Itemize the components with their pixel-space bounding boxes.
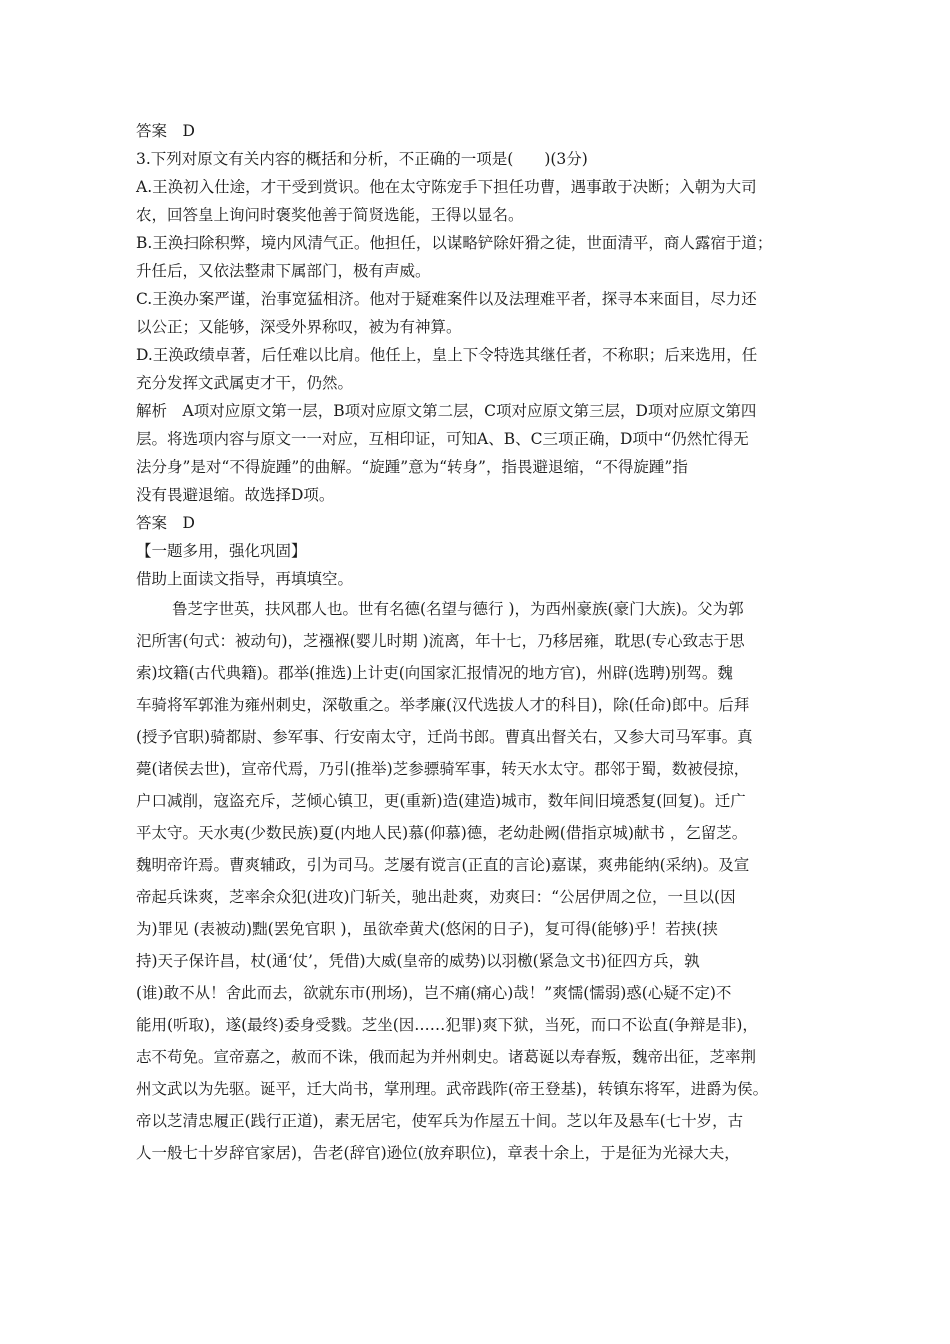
passage-line: 魏明帝许焉。曹爽辅政，引为司马。芝屡有谠言(正直的言论)嘉谋，爽弗能纳(采纳)。及宣 bbox=[136, 856, 750, 874]
option-d-line-2: 充分发挥文武属吏才干，仍然。 bbox=[136, 374, 354, 392]
instruction: 借助上面读文指导，再填填空。 bbox=[136, 570, 354, 588]
option-b-line-1: B.王涣扫除积弊，境内风清气正。他担任，以谋略铲除奸猾之徒，世面清平，商人露宿于道； bbox=[136, 234, 773, 252]
option-b-line-2: 升任后，又依法整肃下属部门，极有声威。 bbox=[136, 262, 431, 280]
passage-line: 志不苟免。宣帝嘉之，赦而不诛，俄而起为并州刺史。诸葛诞以寿春叛，魏帝出征，芝率荆 bbox=[136, 1048, 757, 1066]
analysis-line-1: 解析 A项对应原文第一层，B项对应原文第二层，C项对应原文第三层，D项对应原文第四 bbox=[136, 402, 757, 420]
passage-line: (谁)敢不从！舍此而去，欲就东市(刑场)，岂不痛(痛心)哉！”爽懦(懦弱)惑(心疑不定)不 bbox=[136, 984, 732, 1002]
passage-line: 户口减削，寇盗充斥，芝倾心镇卫，更(重新)造(建造)城市，数年间旧境悉复(回复)。迁广 bbox=[136, 792, 746, 810]
option-d-line-1: D.王涣政绩卓著，后任难以比肩。他任上，皇上下令特选其继任者，不称职；后来选用，任 bbox=[136, 346, 758, 364]
question-3-stem: 3.下列对原文有关内容的概括和分析，不正确的一项是( )(3分) bbox=[136, 150, 588, 168]
passage-line: 汜所害(句式：被动句)，芝襁褓(婴儿时期 )流离，年十七，乃移居雍，耽思(专心致志于思 bbox=[136, 632, 745, 650]
passage-line: 持)天子保许昌，杖(通‘仗’，凭借)大威(皇帝的威势)以羽檄(紧急文书)征四方兵，孰 bbox=[136, 952, 700, 970]
passage-line: 州文武以为先驱。诞平，迁大尚书，掌刑理。武帝践阼(帝王登基)，转镇东将军，进爵为侯。 bbox=[136, 1080, 769, 1098]
passage-line: 帝起兵诛爽，芝率余众犯(进攻)门斩关，驰出赴爽，劝爽曰：“公居伊周之位，一旦以(因 bbox=[136, 888, 736, 906]
option-a-line-2: 农，回答皇上询问时褒奖他善于简贤选能，王得以显名。 bbox=[136, 206, 524, 224]
passage-line: 能用(听取)，遂(最终)委身受戮。芝坐(因……犯罪)爽下狱，当死，而口不讼直(争辩是非)， bbox=[136, 1016, 758, 1034]
passage-line: 帝以芝清忠履正(践行正道)，素无居宅，使军兵为作屋五十间。芝以年及悬车(七十岁，古 bbox=[136, 1112, 744, 1130]
section-heading: 【一题多用，强化巩固】 bbox=[136, 542, 307, 560]
analysis-line-3: 法分身”是对“不得旋踵”的曲解。“旋踵”意为“转身”，指畏避退缩，“不得旋踵”指 bbox=[136, 458, 688, 476]
passage-line: 车骑将军郭淮为雍州刺史，深敬重之。举孝廉(汉代选拔人才的科目)，除(任命)郎中。后拜 bbox=[136, 696, 750, 714]
passage-line: (授予官职)骑都尉、参军事、行安南太守，迁尚书郎。曹真出督关右，又参大司马军事。真 bbox=[136, 728, 753, 746]
analysis-line-2: 层。将选项内容与原文一一对应，互相印证，可知A、B、C三项正确，D项中“仍然忙得无 bbox=[136, 430, 749, 448]
passage-line: 为)罪见 (表被动)黜(罢免官职 )，虽欲牵黄犬(悠闲的日子)，复可得(能够)乎！若挟(挟 bbox=[136, 920, 718, 938]
answer-line: 答案 D bbox=[136, 514, 195, 532]
answer-line: 答案 D bbox=[136, 122, 195, 140]
passage-line: 索)坟籍(古代典籍)。郡举(推选)上计吏(向国家汇报情况的地方官)，州辟(选聘)别驾。魏 bbox=[136, 664, 733, 682]
passage-line: 鲁芝字世英，扶风郡人也。世有名德(名望与德行 )，为西州豪族(豪门大族)。父为郭 bbox=[172, 600, 744, 618]
option-c-line-1: C.王涣办案严谨，治事宽猛相济。他对于疑难案件以及法理难平者，探寻本来面目，尽力还 bbox=[136, 290, 757, 308]
analysis-line-4: 没有畏避退缩。故选择D项。 bbox=[136, 486, 335, 504]
option-c-line-2: 以公正；又能够，深受外界称叹，被为有神算。 bbox=[136, 318, 462, 336]
passage-line: 平太守。天水夷(少数民族)夏(内地人民)慕(仰慕)德，老幼赴阙(借指京城)献书 ，乞留芝。 bbox=[136, 824, 748, 842]
passage-line: 人一般七十岁辞官家居)，告老(辞官)逊位(放弃职位)，章表十余上，于是征为光禄大夫， bbox=[136, 1144, 740, 1162]
passage-line: 薨(诸侯去世)，宣帝代焉，乃引(推举)芝参骠骑军事，转天水太守。郡邻于蜀，数被侵掠， bbox=[136, 760, 750, 778]
option-a-line-1: A.王涣初入仕途，才干受到赏识。他在太守陈宠手下担任功曹，遇事敢于决断；入朝为大司 bbox=[136, 178, 757, 196]
